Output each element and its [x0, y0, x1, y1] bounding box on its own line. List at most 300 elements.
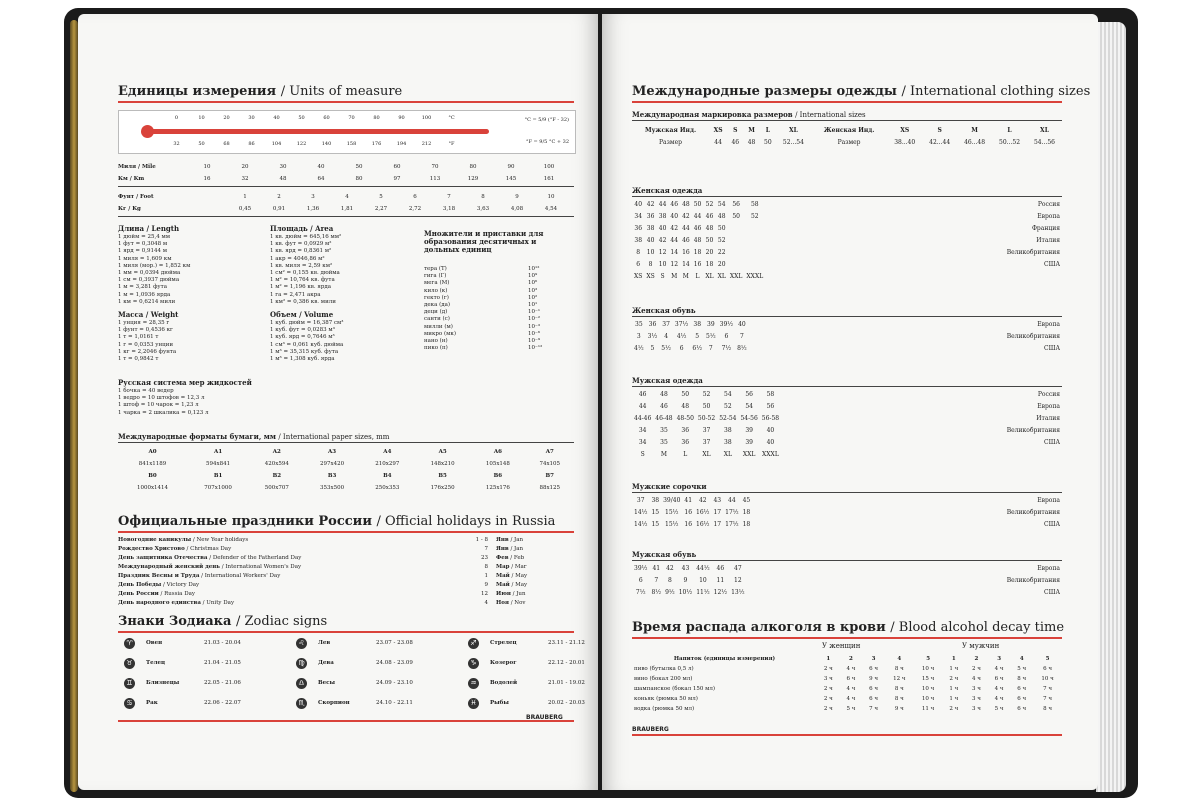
holiday-name — [118, 582, 199, 588]
size-cell: 42 — [670, 224, 679, 232]
paper-cell: B5 — [438, 473, 447, 479]
size-cell: 6 — [679, 344, 684, 352]
celsius-tick: °C — [448, 115, 455, 121]
foot-value: 10 — [547, 194, 555, 200]
paper-cell: B1 — [213, 473, 223, 479]
fahrenheit-tick: 104 — [271, 141, 282, 147]
size-cell: XL — [705, 272, 714, 280]
length-line: 1 км = 0,6214 мили — [118, 298, 176, 305]
size-cell: 48 — [717, 212, 726, 220]
alcohol-value: 2 ч — [949, 706, 959, 712]
holiday-month-en: / Feb — [510, 555, 525, 561]
alcohol-value: 10 ч — [921, 686, 935, 692]
size-cell: 50 — [693, 200, 702, 208]
zodiac-name: Рак — [146, 700, 158, 706]
size-cell: 16 — [693, 260, 702, 268]
women-shoes-rule — [632, 316, 1062, 317]
paper-cell: 297x420 — [320, 461, 345, 467]
celsius-tick: 10 — [198, 115, 205, 121]
mile-value: 70 — [431, 164, 439, 170]
size-row — [632, 270, 1062, 282]
mile-value: 80 — [469, 164, 477, 170]
holiday-name-ru: День народного единства — [118, 600, 201, 606]
marking-cell: 44 — [714, 138, 722, 146]
size-cell: 17 — [713, 508, 722, 516]
page-edges — [1096, 22, 1126, 792]
zodiac-icon: ♊ — [124, 678, 135, 689]
size-cell: 15 — [651, 520, 660, 528]
paper-heading-en: / International paper sizes, mm — [278, 433, 390, 441]
prefix-name: гекто (г) — [424, 294, 449, 301]
marking-heading — [632, 110, 866, 119]
marking-table — [632, 124, 1062, 148]
size-cell — [728, 222, 745, 234]
paper-row — [118, 482, 574, 494]
zodiac-name: Козерог — [490, 660, 517, 666]
size-cell: 14½ — [634, 508, 648, 516]
holiday-month-en: / May — [511, 582, 528, 588]
area-line: 1 м² = 10,764 кв. фута — [270, 277, 335, 284]
length-line: 1 см = 0,3937 дюйма — [118, 277, 180, 284]
holiday-month-en: / May — [511, 573, 528, 579]
zodiac-name: Водолей — [490, 680, 518, 686]
size-cell: 50 — [732, 212, 740, 220]
men-shoes-heading: Мужская обувь — [632, 550, 697, 559]
alcohol-value: 4 ч — [846, 696, 856, 702]
paper-cell: 105x148 — [485, 461, 510, 467]
fahrenheit-tick: 158 — [346, 141, 357, 147]
zodiac-dates: 21.01 - 19.02 — [548, 680, 585, 686]
size-cell: 38 — [693, 320, 702, 328]
size-cell: 34 — [634, 212, 643, 220]
alcohol-value: 4 ч — [994, 666, 1004, 672]
mass-heading: Масса / Weight — [118, 310, 179, 319]
alcohol-women-label: У женщин — [822, 642, 861, 650]
size-cell: 35 — [660, 426, 668, 434]
marking-cell: 42...44 — [929, 138, 951, 146]
zodiac-icon: ♑ — [468, 658, 479, 669]
alcohol-col-head: Напиток (единицы измерения) — [673, 656, 776, 662]
alcohol-value: 8 ч — [894, 686, 904, 692]
size-row — [632, 318, 1062, 330]
paper-cell: 125x176 — [485, 485, 510, 491]
size-cell: 35 — [635, 320, 643, 328]
women-shoes-table — [632, 318, 1062, 354]
size-row — [632, 210, 1062, 222]
km-value: 32 — [241, 176, 249, 182]
holidays-title-ru: Официальные праздники России — [118, 514, 372, 529]
holiday-month-ru: Янв — [496, 546, 509, 552]
marking-cell: XL — [1040, 126, 1049, 134]
alcohol-value: 2 ч — [823, 696, 833, 702]
size-row — [632, 448, 1062, 460]
size-cell: 42 — [646, 200, 655, 208]
alcohol-drink: коньяк (рюмка 50 мл) — [634, 696, 698, 702]
holiday-name — [118, 591, 195, 597]
prefix-name: мега (М) — [424, 280, 450, 287]
alcohol-value: 6 ч — [869, 686, 879, 692]
alcohol-value: 11 ч — [921, 706, 935, 712]
celsius-tick: 100 — [421, 115, 432, 121]
size-cell: 34 — [638, 438, 647, 446]
zodiac-name: Скорпион — [318, 700, 350, 706]
fahrenheit-tick: 176 — [371, 141, 382, 147]
size-cell: 8 — [648, 260, 653, 268]
foot-label: Фунт / Foot — [118, 194, 154, 200]
zodiac-dates: 23.11 - 21.12 — [548, 640, 585, 646]
prefix-value: 10⁹ — [528, 273, 538, 280]
paper-cell: A1 — [214, 449, 223, 455]
area-line: 1 га = 2,471 акра — [270, 291, 321, 298]
formula-celsius: °C = 5/9 (°F - 32) — [524, 117, 569, 123]
size-cell: 17½ — [725, 508, 739, 516]
marking-cell: L — [765, 126, 770, 134]
volume-heading: Объем / Volume — [270, 310, 334, 319]
size-cell: 4½ — [634, 344, 644, 352]
alcohol-value: 10 ч — [921, 666, 935, 672]
holiday-name — [118, 546, 231, 552]
alcohol-value: 15 ч — [921, 676, 935, 682]
alcohol-table — [632, 654, 1062, 714]
liquid-heading: Русская система мер жидкостей — [118, 378, 252, 387]
zodiac-dates: 20.02 - 20.03 — [548, 700, 585, 706]
km-value: 48 — [279, 176, 287, 182]
right-page — [602, 14, 1098, 790]
size-cell: 5 — [650, 344, 655, 352]
size-cell: 38 — [646, 224, 655, 232]
prefix-name: гига (Г) — [424, 273, 447, 280]
fahrenheit-tick: 212 — [421, 141, 432, 147]
alcohol-col-num: 1 — [826, 656, 831, 662]
size-cell: 54 — [717, 200, 726, 208]
alcohol-value: 4 ч — [846, 686, 856, 692]
celsius-tick: 0 — [174, 115, 179, 121]
length-line: 1 дюйм = 25,4 мм — [118, 234, 171, 240]
country-label: Европа — [1037, 212, 1060, 220]
holiday-name-ru: Новогодние каникулы — [118, 537, 192, 543]
size-cell: 8½ — [737, 344, 747, 352]
paper-cell: A5 — [438, 449, 447, 455]
fahrenheit-tick: 50 — [198, 141, 205, 147]
size-row — [632, 494, 1062, 506]
paper-cell: 148x210 — [430, 461, 455, 467]
zodiac-dates: 22.12 - 20.01 — [548, 660, 585, 666]
liquid-line: 1 ведро = 10 штофов = 12,3 л — [118, 395, 205, 402]
size-cell: 8 — [636, 248, 641, 256]
km-values — [188, 176, 568, 182]
size-cell: 46-48 — [655, 414, 673, 422]
size-cell: S — [660, 272, 665, 280]
women-clothing-rule — [632, 196, 1062, 197]
units-rule — [118, 101, 574, 103]
prefix-name: кило (к) — [424, 287, 448, 294]
celsius-tick: 50 — [298, 115, 305, 121]
alcohol-value: 8 ч — [1043, 706, 1052, 712]
alcohol-col-num: 4 — [897, 656, 902, 662]
country-label: США — [1044, 260, 1060, 268]
size-cell: 20 — [705, 248, 714, 256]
zodiac-dates: 23.07 - 23.08 — [376, 640, 413, 646]
country-label — [765, 270, 1062, 282]
marking-rule — [632, 120, 1062, 121]
size-cell: 8½ — [651, 588, 662, 596]
size-cell: 46 — [670, 200, 679, 208]
paper-cell: A0 — [148, 449, 157, 455]
paper-heading — [118, 432, 389, 441]
size-row — [632, 562, 1062, 574]
holiday-month-en: / Jan — [510, 546, 524, 552]
fahrenheit-tick: °F — [448, 141, 455, 147]
size-cell: 58 — [766, 390, 775, 398]
kg-label: Кг / Kg — [118, 206, 141, 212]
size-cell: 48 — [681, 402, 690, 410]
size-cell: 48-50 — [676, 414, 694, 422]
zodiac-name: Лев — [318, 640, 331, 646]
size-cell: 6 — [636, 260, 641, 268]
size-cell: 12½ — [713, 588, 728, 596]
size-cell: 40 — [658, 224, 667, 232]
size-cell: 4 — [664, 332, 669, 340]
paper-cell: 74x105 — [539, 461, 561, 467]
foot-value: 8 — [481, 194, 485, 200]
marking-cell: Размер — [837, 138, 861, 146]
alcohol-title-en: / Blood alcohol decay time — [890, 620, 1065, 635]
sizes-title — [632, 84, 1090, 99]
size-cell — [744, 234, 765, 246]
size-cell: 44-46 — [634, 414, 652, 422]
size-cell: 54 — [724, 390, 732, 398]
size-cell: 40 — [634, 200, 643, 208]
men-clothing-rule — [632, 386, 1062, 387]
foot-values — [228, 194, 568, 200]
alcohol-men-label: У мужчин — [962, 642, 1000, 650]
alcohol-value: 1 ч — [949, 686, 959, 692]
foot-value: 1 — [243, 194, 247, 200]
paper-cell: 88x125 — [539, 485, 561, 491]
alcohol-value: 3 ч — [972, 706, 981, 712]
country-label: Россия — [1037, 390, 1060, 398]
holiday-name — [118, 600, 234, 606]
alcohol-value: 7 ч — [869, 706, 879, 712]
holiday-month-ru: Июн — [496, 591, 511, 597]
alcohol-value: 6 ч — [1043, 666, 1052, 672]
marking-row — [632, 124, 1062, 136]
women-shoes-heading: Женская обувь — [632, 306, 696, 315]
marking-cell: 48 — [747, 138, 756, 146]
country-label: Европа — [1037, 496, 1060, 504]
marking-cell: 46 — [731, 138, 740, 146]
area-line: 1 м² = 1,196 кв. ярда — [270, 284, 332, 291]
alcohol-value: 2 ч — [949, 676, 959, 682]
alcohol-value: 9 ч — [869, 676, 879, 682]
paper-cell: 841x1189 — [138, 461, 167, 467]
celsius-tick: 20 — [223, 115, 230, 121]
km-label: Км / Km — [118, 176, 145, 182]
zodiac-icon: ♒ — [468, 678, 479, 689]
paper-cell: B2 — [272, 473, 282, 479]
alcohol-value: 7 ч — [1043, 686, 1052, 692]
sizes-rule — [632, 101, 1062, 103]
size-cell: 56 — [766, 402, 775, 410]
size-cell: 14½ — [634, 520, 648, 528]
foot-value: 2 — [277, 194, 281, 200]
alcohol-value: 4 ч — [846, 666, 856, 672]
zodiac-icon: ♉ — [124, 658, 135, 669]
zodiac-name: Рыбы — [490, 700, 509, 706]
marking-cell: Мужская Инд. — [644, 126, 697, 134]
size-cell: 39 — [745, 426, 753, 434]
alcohol-value: 12 ч — [893, 676, 906, 682]
paper-cell: 176x250 — [430, 485, 455, 491]
marking-cell: XS — [900, 126, 910, 134]
paper-cell: 707x1000 — [204, 485, 232, 491]
alcohol-header-row — [632, 654, 1062, 664]
holiday-month — [496, 600, 526, 606]
length-line: 1 ярд = 0,9144 м — [118, 248, 168, 255]
mass-line: 1 т = 0,9842 т — [118, 356, 159, 363]
volume-line: 1 м³ = 35,315 куб. фута — [270, 348, 339, 355]
paper-cell: 500x707 — [264, 485, 289, 491]
holiday-name — [118, 555, 301, 561]
size-cell: 50 — [705, 236, 714, 244]
size-cell: 52 — [705, 200, 714, 208]
paper-cell: 250x353 — [375, 485, 400, 491]
holiday-day: 9 — [484, 582, 488, 588]
paper-cell: A6 — [493, 449, 502, 455]
alcohol-value: 5 ч — [846, 706, 856, 712]
area-line: 1 кв. миля = 2,59 км² — [270, 262, 333, 269]
marking-cell: Размер — [659, 138, 682, 146]
volume-line: 1 куб. дюйм = 16,387 см³ — [270, 320, 344, 326]
size-cell: 4½ — [676, 332, 687, 340]
area-line: 1 см² = 0,155 кв. дюйма — [270, 270, 340, 277]
alcohol-value: 4 ч — [994, 686, 1004, 692]
fahrenheit-tick: 32 — [173, 141, 180, 147]
prefix-value: 10³ — [528, 287, 538, 294]
holiday-month — [496, 564, 526, 570]
zodiac-name: Стрелец — [490, 640, 517, 646]
prefix-value: 10⁻³ — [528, 323, 541, 330]
size-cell: 50 — [681, 390, 690, 398]
size-cell: 40 — [766, 426, 775, 434]
paper-rule — [118, 442, 574, 443]
size-cell: 56 — [732, 200, 740, 208]
left-page — [78, 14, 598, 790]
km-value: 97 — [393, 176, 401, 182]
size-cell: 12 — [658, 248, 667, 256]
size-cell: 44 — [638, 402, 647, 410]
holidays-title — [118, 514, 555, 529]
size-cell: 16½ — [696, 520, 710, 528]
zodiac-icon: ♋ — [124, 698, 135, 709]
size-cell: 58 — [750, 200, 759, 208]
area-line: 1 км² = 0,386 кв. мили — [270, 298, 336, 305]
volume-line: 1 м³ = 1,308 куб. ярда — [270, 356, 335, 363]
country-label: США — [1044, 438, 1060, 446]
holiday-month-ru: Мар — [496, 564, 510, 570]
thermometer-scale — [118, 110, 576, 154]
size-cell: 43 — [681, 564, 690, 572]
paper-cell: 594x841 — [206, 461, 231, 467]
zodiac-icon: ♌ — [296, 638, 307, 649]
size-cell — [744, 246, 765, 258]
marking-cell: 46...48 — [964, 138, 986, 146]
country-label: США — [1044, 588, 1060, 596]
zodiac-dates: 24.08 - 23.09 — [376, 660, 413, 666]
size-cell — [744, 222, 765, 234]
size-cell: 17½ — [725, 520, 739, 528]
size-cell: 36 — [634, 224, 643, 232]
holidays-rule — [118, 531, 574, 533]
prefix-value: 10⁻¹ — [528, 309, 541, 316]
size-cell: XXL — [729, 272, 743, 280]
thermometer-bar — [149, 129, 489, 134]
country-label: Россия — [1037, 200, 1060, 208]
size-cell: 40 — [670, 212, 679, 220]
length-line: 1 м = 1,0936 ярда — [118, 291, 171, 298]
country-label: Италия — [1036, 236, 1060, 244]
size-cell: 14 — [682, 260, 690, 268]
size-cell: 40 — [738, 320, 746, 328]
paper-cell: 353x500 — [320, 485, 345, 491]
km-value: 16 — [203, 176, 211, 182]
gilt-edge — [70, 20, 78, 792]
marking-cell: 52...54 — [782, 138, 804, 146]
marking-cell: XL — [788, 126, 798, 134]
size-cell: 50-52 — [697, 414, 716, 422]
mile-value: 50 — [355, 164, 363, 170]
prefix-names — [424, 266, 456, 352]
alcohol-value: 3 ч — [972, 686, 981, 692]
km-value: 161 — [543, 176, 555, 182]
units-title — [118, 84, 402, 99]
prefix-value: 10⁻¹² — [528, 345, 543, 352]
holiday-name-en: / Defender of the Fatherland Day — [209, 555, 302, 561]
alcohol-value: 5 ч — [994, 706, 1004, 712]
holiday-name-ru: Праздник Весны и Труда — [118, 573, 200, 579]
celsius-tick: 70 — [348, 115, 355, 121]
km-value: 113 — [429, 176, 441, 182]
length-list — [118, 234, 190, 306]
length-line: 1 мм = 0,0394 дюйма — [118, 270, 181, 277]
size-cell: 44 — [658, 200, 667, 208]
alcohol-value: 10 ч — [921, 696, 935, 702]
zodiac-title — [118, 614, 327, 629]
km-value: 129 — [467, 176, 479, 182]
size-cell: 5½ — [661, 344, 671, 352]
alcohol-value: 8 ч — [894, 666, 904, 672]
size-cell: 54-56 — [740, 414, 758, 422]
prefix-name: пико (п) — [424, 345, 448, 352]
country-label — [781, 448, 1062, 460]
size-cell: 39/40 — [663, 496, 681, 504]
holiday-name-en: / Russia Day — [160, 591, 195, 597]
country-label: Европа — [1037, 320, 1060, 328]
size-cell: 40 — [766, 438, 775, 446]
size-cell: 6½ — [692, 344, 703, 352]
mile-value: 90 — [507, 164, 515, 170]
holiday-month — [496, 591, 526, 597]
size-row — [632, 258, 1062, 270]
country-label: Великобритания — [1006, 332, 1060, 340]
holiday-name-en: / International Workers' Day — [201, 573, 281, 579]
prefix-value: 10⁻⁶ — [528, 330, 541, 337]
size-cell: 10½ — [678, 588, 693, 596]
holiday-month — [496, 573, 527, 579]
holiday-day: 23 — [481, 555, 488, 561]
holiday-day: 12 — [481, 591, 488, 597]
mile-value: 40 — [317, 164, 325, 170]
